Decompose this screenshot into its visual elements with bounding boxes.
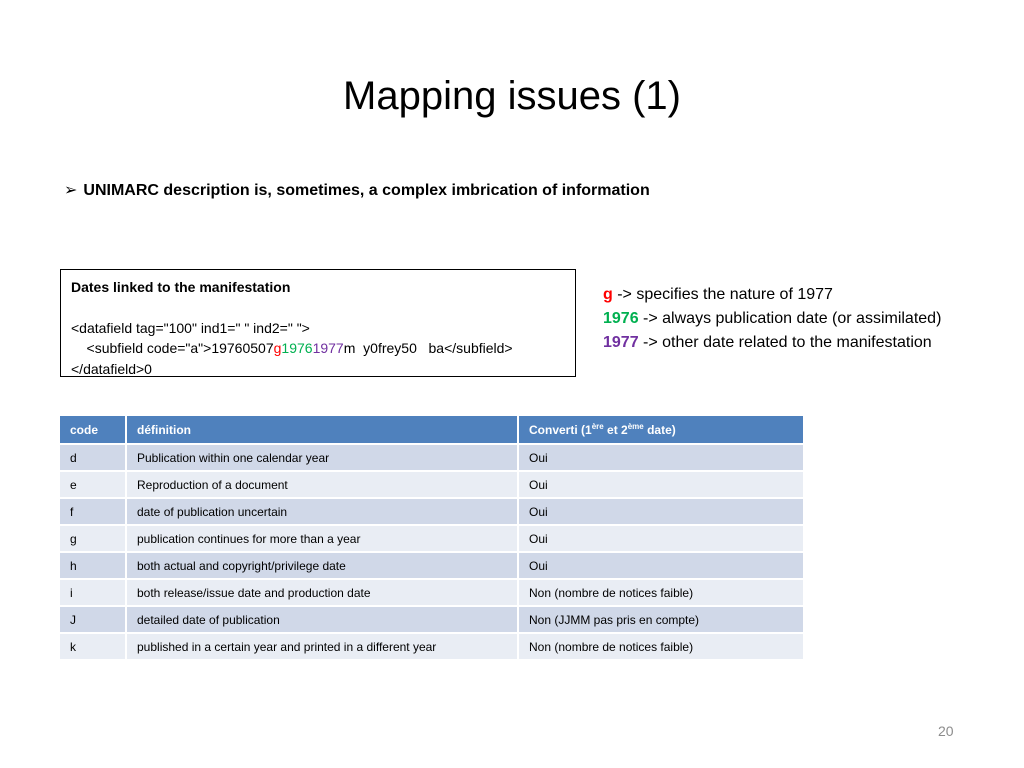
cell-code: J <box>60 606 126 633</box>
cell-converti: Non (nombre de notices faible) <box>518 579 803 606</box>
header-definition: définition <box>126 416 518 444</box>
page-number: 20 <box>938 723 954 739</box>
cell-converti: Oui <box>518 471 803 498</box>
xml-line-1: <datafield tag="100" ind1=" " ind2=" "> <box>71 319 310 336</box>
header-converti: Converti (1ère et 2ème date) <box>518 416 803 444</box>
date-codes-table <box>60 416 803 661</box>
xml-line-2-suffix: m y0frey50 ba</subfield> <box>343 340 513 356</box>
legend-item-g <box>603 283 941 307</box>
table-row <box>60 552 803 579</box>
legend-text: -> other date related to the manifestation <box>638 334 932 351</box>
highlight-1977: 1977 <box>312 340 344 356</box>
cell-code: e <box>60 471 126 498</box>
table-header-row <box>60 416 803 444</box>
cell-definition: both actual and copyright/privilege date <box>126 552 518 579</box>
cell-code: i <box>60 579 126 606</box>
table-row <box>60 498 803 525</box>
table-row <box>60 633 803 660</box>
legend-item-1976 <box>603 307 941 331</box>
arrow-bullet-icon: ➢ <box>64 182 78 199</box>
xml-line-2-prefix: <subfield code="a">19760507 <box>71 340 274 356</box>
cell-converti: Oui <box>518 525 803 552</box>
legend-key: g <box>603 286 613 303</box>
cell-definition: Publication within one calendar year <box>126 444 518 471</box>
legend <box>603 283 941 355</box>
cell-converti: Oui <box>518 552 803 579</box>
legend-text: -> specifies the nature of 1977 <box>612 286 833 303</box>
cell-converti: Non (JJMM pas pris en compte) <box>518 606 803 633</box>
cell-definition: Reproduction of a document <box>126 471 518 498</box>
table-row <box>60 471 803 498</box>
cell-definition: publication continues for more than a year <box>126 525 518 552</box>
cell-code: h <box>60 552 126 579</box>
cell-code: g <box>60 525 126 552</box>
xml-example-box <box>60 269 576 377</box>
legend-item-1977 <box>603 331 941 355</box>
table-row <box>60 606 803 633</box>
slide-title: Mapping issues (1) <box>343 74 681 118</box>
cell-definition: date of publication uncertain <box>126 498 518 525</box>
bullet-point <box>64 180 650 202</box>
cell-code: d <box>60 444 126 471</box>
bullet-text: UNIMARC description is, sometimes, a complex imbrication of information <box>83 182 650 199</box>
table-row <box>60 444 803 471</box>
legend-text: -> always publication date (or assimilated) <box>638 310 942 327</box>
xml-line-2 <box>71 338 565 359</box>
highlight-g: g <box>273 340 282 356</box>
xml-line-3: </datafield>0 <box>71 360 152 377</box>
legend-key: 1976 <box>603 310 639 327</box>
table-row <box>60 579 803 606</box>
box-title: Dates linked to the manifestation <box>71 279 291 295</box>
cell-definition: detailed date of publication <box>126 606 518 633</box>
cell-code: k <box>60 633 126 660</box>
highlight-1976: 1976 <box>281 340 313 356</box>
header-code: code <box>60 416 126 444</box>
cell-converti: Oui <box>518 498 803 525</box>
cell-code: f <box>60 498 126 525</box>
cell-converti: Non (nombre de notices faible) <box>518 633 803 660</box>
cell-converti: Oui <box>518 444 803 471</box>
table-row <box>60 525 803 552</box>
cell-definition: published in a certain year and printed in a different year <box>126 633 518 660</box>
legend-key: 1977 <box>603 334 639 351</box>
cell-definition: both release/issue date and production date <box>126 579 518 606</box>
